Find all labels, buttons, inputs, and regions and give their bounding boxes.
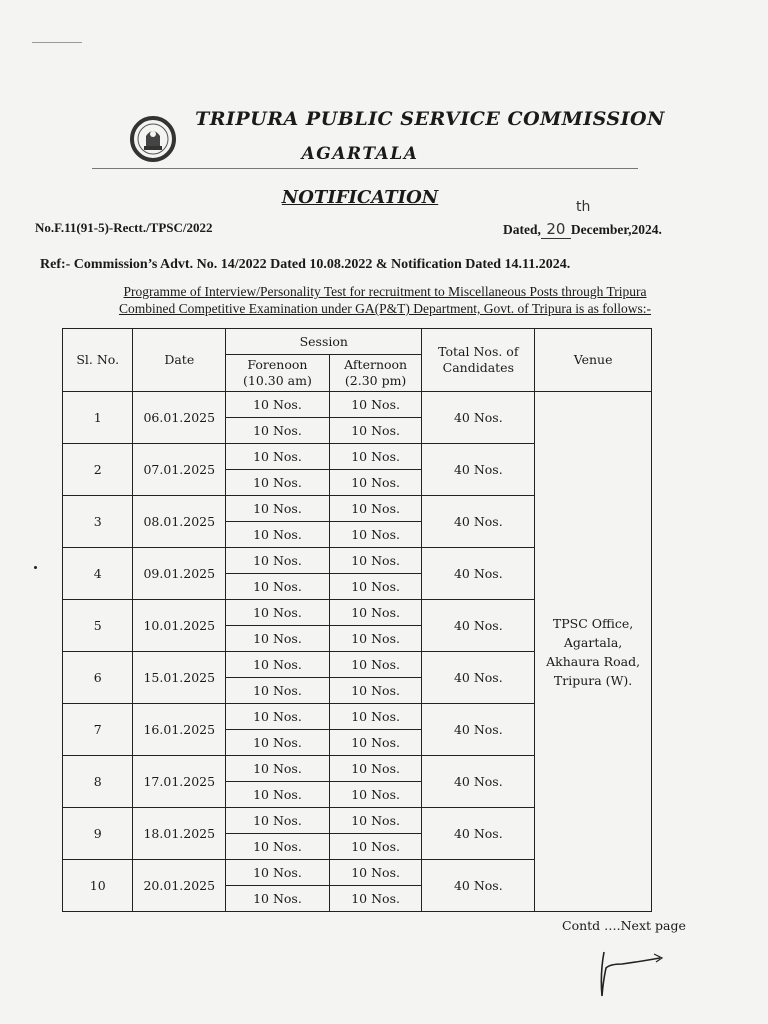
forenoon-cell: 10 Nos. (226, 626, 330, 652)
notification-heading: NOTIFICATION (281, 187, 439, 208)
forenoon-cell: 10 Nos. (226, 418, 330, 444)
afternoon-cell: 10 Nos. (329, 678, 422, 704)
col-header-forenoon (226, 355, 330, 392)
total-cell: 40 Nos. (422, 548, 535, 600)
sl-no-cell: 3 (63, 496, 133, 548)
afternoon-cell: 10 Nos. (329, 548, 422, 574)
afternoon-cell: 10 Nos. (329, 860, 422, 886)
city-title: AGARTALA (301, 144, 419, 164)
afternoon-cell: 10 Nos. (329, 730, 422, 756)
forenoon-cell: 10 Nos. (226, 548, 330, 574)
schedule-body (63, 392, 652, 912)
forenoon-cell: 10 Nos. (226, 496, 330, 522)
sl-no-cell: 10 (63, 860, 133, 912)
total-cell: 40 Nos. (422, 704, 535, 756)
afternoon-cell: 10 Nos. (329, 496, 422, 522)
date-cell: 18.01.2025 (133, 808, 226, 860)
sl-no-cell: 8 (63, 756, 133, 808)
dated-prefix: Dated, (503, 222, 541, 237)
dated-suffix: December,2024. (570, 222, 662, 237)
total-cell: 40 Nos. (422, 808, 535, 860)
dated-day-handwritten: 20 (541, 220, 571, 239)
col-header-total: Total Nos. of Candidates (422, 329, 535, 392)
date-suffix-handwritten: th (576, 199, 591, 215)
venue-cell (535, 392, 652, 912)
forenoon-cell: 10 Nos. (226, 470, 330, 496)
forenoon-label: Forenoon (247, 357, 308, 372)
venue-line: Akhaura Road, (546, 653, 641, 669)
sl-no-cell: 6 (63, 652, 133, 704)
sl-no-cell: 5 (63, 600, 133, 652)
afternoon-cell: 10 Nos. (329, 782, 422, 808)
date-cell: 17.01.2025 (133, 756, 226, 808)
col-header-sl-no: Sl. No. (63, 329, 133, 392)
col-header-afternoon (329, 355, 422, 392)
afternoon-cell: 10 Nos. (329, 704, 422, 730)
forenoon-cell: 10 Nos. (226, 730, 330, 756)
venue-line: Agartala, (563, 634, 623, 650)
date-cell: 20.01.2025 (133, 860, 226, 912)
date-cell: 16.01.2025 (133, 704, 226, 756)
forenoon-cell: 10 Nos. (226, 704, 330, 730)
sl-no-cell: 7 (63, 704, 133, 756)
total-cell: 40 Nos. (422, 600, 535, 652)
forenoon-cell: 10 Nos. (226, 808, 330, 834)
paper-mark (32, 42, 82, 43)
programme-text (60, 283, 710, 317)
afternoon-cell: 10 Nos. (329, 600, 422, 626)
col-header-venue: Venue (535, 329, 652, 392)
afternoon-cell: 10 Nos. (329, 470, 422, 496)
total-cell: 40 Nos. (422, 860, 535, 912)
afternoon-cell: 10 Nos. (329, 626, 422, 652)
reference-line: Ref:- Commission’s Advt. No. 14/2022 Dated 10.08.2022 & Notification Dated 14.11.2024. (40, 257, 571, 272)
total-cell: 40 Nos. (422, 652, 535, 704)
sl-no-cell: 9 (63, 808, 133, 860)
afternoon-label: Afternoon (344, 357, 408, 372)
forenoon-cell: 10 Nos. (226, 678, 330, 704)
date-cell: 08.01.2025 (133, 496, 226, 548)
afternoon-cell: 10 Nos. (329, 418, 422, 444)
forenoon-cell: 10 Nos. (226, 652, 330, 678)
afternoon-time: (2.30 pm) (344, 373, 407, 388)
forenoon-time: (10.30 am) (243, 373, 312, 388)
forenoon-cell: 10 Nos. (226, 834, 330, 860)
afternoon-cell: 10 Nos. (329, 444, 422, 470)
total-cell: 40 Nos. (422, 444, 535, 496)
forenoon-cell: 10 Nos. (226, 392, 330, 418)
table-row (63, 392, 652, 418)
forenoon-cell: 10 Nos. (226, 782, 330, 808)
forenoon-cell: 10 Nos. (226, 574, 330, 600)
afternoon-cell: 10 Nos. (329, 808, 422, 834)
file-number: No.F.11(91-5)-Rectt./TPSC/2022 (35, 220, 213, 235)
continued-note: Contd ….Next page (562, 918, 686, 933)
total-cell: 40 Nos. (422, 496, 535, 548)
forenoon-cell: 10 Nos. (226, 886, 330, 912)
afternoon-cell: 10 Nos. (329, 886, 422, 912)
forenoon-cell: 10 Nos. (226, 444, 330, 470)
programme-line-2: Combined Competitive Examination under GA(P&T) Department, Govt. of Tripura is as follows:- (118, 301, 652, 316)
forenoon-cell: 10 Nos. (226, 522, 330, 548)
paper-dot (34, 566, 37, 569)
afternoon-cell: 10 Nos. (329, 756, 422, 782)
date-cell: 15.01.2025 (133, 652, 226, 704)
venue-line: Tripura (W). (553, 672, 633, 688)
signature-mark (592, 944, 667, 1004)
total-cell: 40 Nos. (422, 756, 535, 808)
programme-line-1: Programme of Interview/Personality Test for recruitment to Miscellaneous Posts through Tripura (123, 284, 647, 299)
col-header-date: Date (133, 329, 226, 392)
forenoon-cell: 10 Nos. (226, 600, 330, 626)
afternoon-cell: 10 Nos. (329, 574, 422, 600)
venue-line: TPSC Office, (552, 615, 634, 631)
interview-schedule-table (62, 328, 652, 912)
total-cell: 40 Nos. (422, 392, 535, 444)
forenoon-cell: 10 Nos. (226, 756, 330, 782)
afternoon-cell: 10 Nos. (329, 392, 422, 418)
sl-no-cell: 4 (63, 548, 133, 600)
notification-date (503, 220, 662, 239)
col-header-session: Session (226, 329, 422, 355)
afternoon-cell: 10 Nos. (329, 834, 422, 860)
date-cell: 10.01.2025 (133, 600, 226, 652)
commission-title: TRIPURA PUBLIC SERVICE COMMISSION (195, 108, 665, 130)
date-cell: 07.01.2025 (133, 444, 226, 496)
forenoon-cell: 10 Nos. (226, 860, 330, 886)
sl-no-cell: 1 (63, 392, 133, 444)
sl-no-cell: 2 (63, 444, 133, 496)
afternoon-cell: 10 Nos. (329, 652, 422, 678)
afternoon-cell: 10 Nos. (329, 522, 422, 548)
date-cell: 09.01.2025 (133, 548, 226, 600)
date-cell: 06.01.2025 (133, 392, 226, 444)
header-divider (92, 168, 638, 169)
